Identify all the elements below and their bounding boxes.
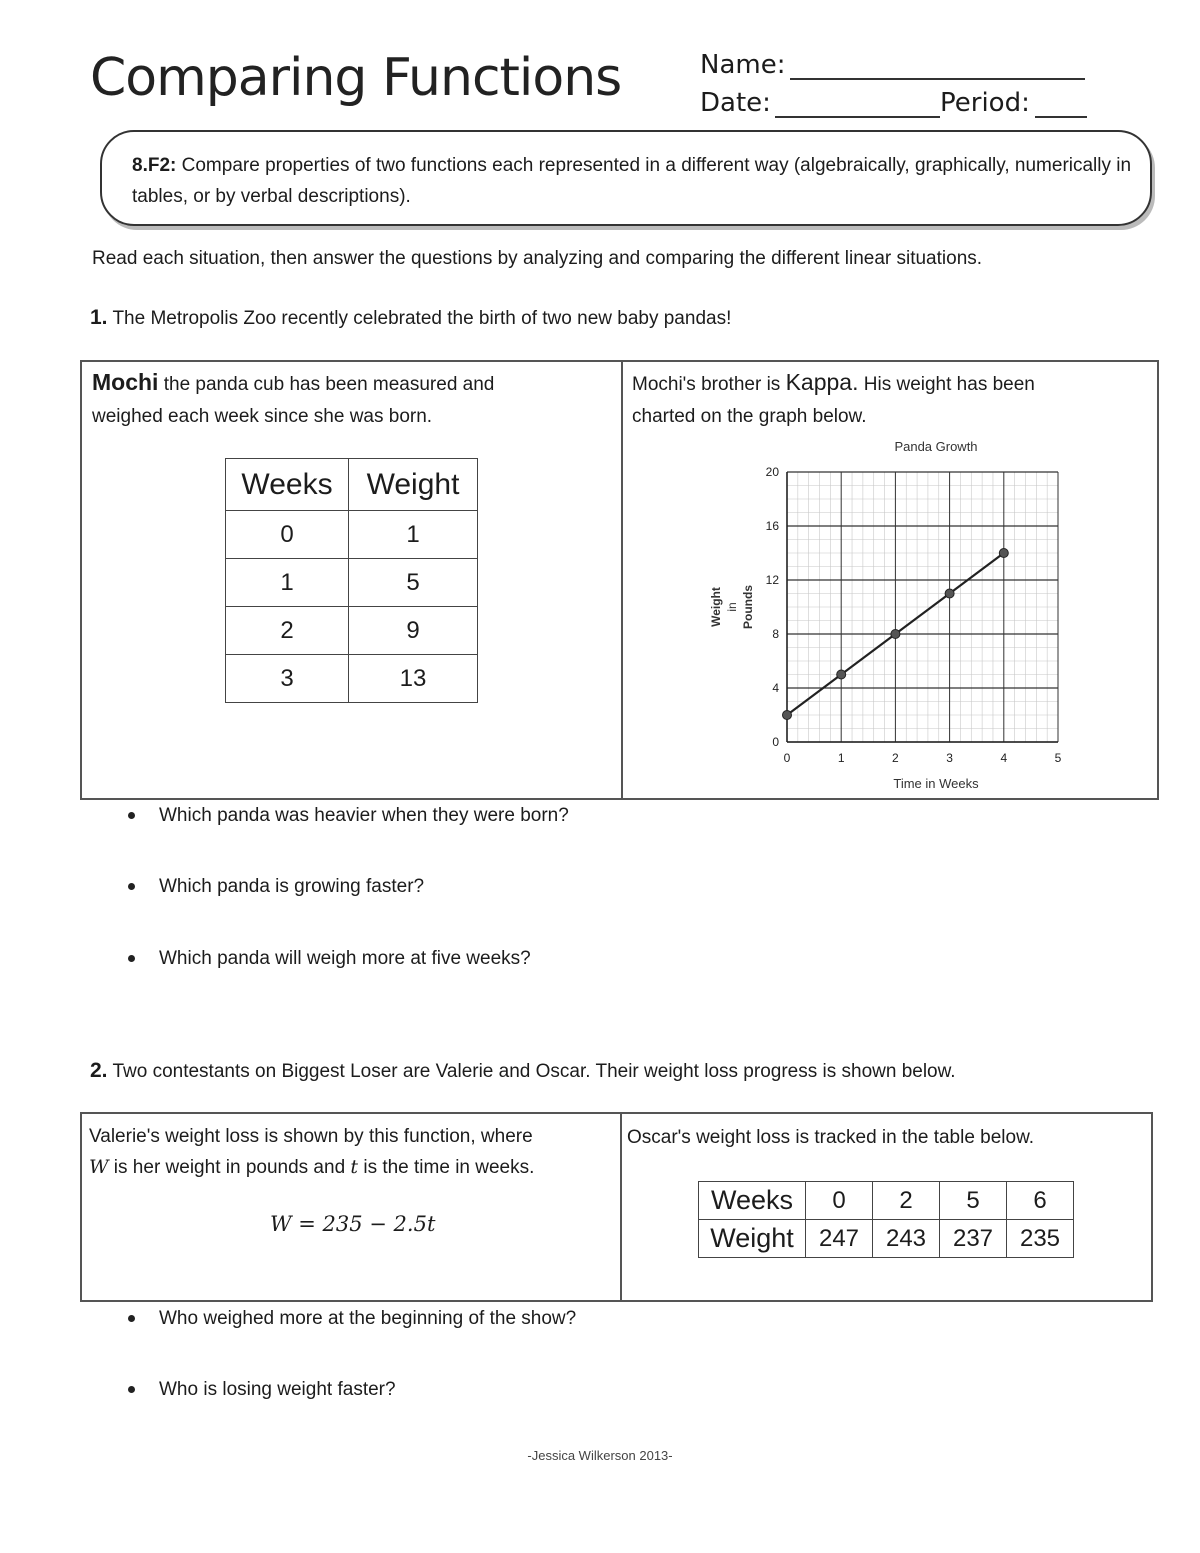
variable-t: t	[350, 1156, 359, 1178]
question-2-number: 2.	[90, 1059, 108, 1082]
y-axis-label-line: in	[725, 602, 739, 612]
mochi-cell: 13	[349, 655, 478, 703]
valerie-equation: W = 235 − 2.5t	[270, 1212, 436, 1236]
bullet-icon	[128, 1386, 135, 1393]
oscar-cell: 0	[806, 1182, 873, 1220]
kappa-name: Kappa.	[785, 369, 859, 395]
kappa-text-c: charted on the graph below.	[632, 406, 867, 427]
date-label: Date:	[700, 88, 771, 118]
valerie-text-a: Valerie's weight loss is shown by this function, where	[89, 1126, 533, 1147]
oscar-description: Oscar's weight loss is tracked in the table below.	[627, 1127, 1035, 1148]
kappa-text-b: His weight has been	[858, 374, 1035, 395]
question-2b	[128, 1379, 396, 1401]
bullet-icon	[128, 1315, 135, 1322]
variable-w: W	[89, 1156, 109, 1178]
y-tick-label: 12	[765, 573, 779, 587]
question-2b-text: Who is losing weight faster?	[159, 1379, 396, 1400]
mochi-text-b: weighed each week since she was born.	[92, 406, 433, 427]
mochi-table	[225, 458, 478, 703]
oscar-cell: 247	[806, 1220, 873, 1258]
oscar-cell: 2	[873, 1182, 940, 1220]
question-1c	[128, 948, 531, 970]
chart-title: Panda Growth	[894, 439, 978, 454]
y-tick-label: 20	[765, 465, 779, 479]
valerie-text-b: is her weight in pounds and	[108, 1157, 351, 1178]
oscar-cell: 237	[940, 1220, 1007, 1258]
chart-ticks	[766, 465, 1062, 765]
mochi-cell: 3	[226, 655, 349, 703]
mochi-cell: 0	[226, 511, 349, 559]
mochi-cell: 1	[226, 559, 349, 607]
kappa-description	[632, 366, 1152, 433]
data-point	[891, 630, 900, 639]
y-axis-label	[709, 585, 755, 629]
bullet-icon	[128, 883, 135, 890]
page-title: Comparing Functions	[90, 48, 622, 108]
bullet-icon	[128, 812, 135, 819]
mochi-description	[92, 366, 612, 433]
x-tick-label: 0	[783, 751, 791, 765]
x-tick-label: 1	[837, 751, 845, 765]
oscar-cell: 6	[1007, 1182, 1074, 1220]
standard-statement	[132, 150, 1132, 212]
question-1a	[128, 805, 569, 827]
y-axis-label-line: Weight	[709, 587, 723, 627]
x-tick-label: 2	[892, 751, 899, 765]
x-tick-label: 4	[1000, 751, 1008, 765]
oscar-cell: 235	[1007, 1220, 1074, 1258]
question-1c-text: Which panda will weigh more at five weeks?	[159, 948, 531, 969]
x-tick-label: 3	[946, 751, 953, 765]
y-tick-label: 8	[772, 627, 779, 641]
panda-growth-chart	[700, 432, 1090, 798]
y-tick-label: 4	[772, 681, 779, 695]
data-point	[999, 549, 1008, 558]
data-point	[837, 670, 846, 679]
mochi-cell: 2	[226, 607, 349, 655]
valerie-text-c: is the time in weeks.	[358, 1157, 535, 1178]
y-tick-label: 0	[772, 735, 779, 749]
standard-code: 8.F2:	[132, 155, 177, 176]
question-2-heading	[90, 1059, 956, 1083]
x-axis-label: Time in Weeks	[893, 776, 979, 791]
kappa-text-a: Mochi's brother is	[632, 374, 786, 395]
footer-credit: -Jessica Wilkerson 2013-	[527, 1448, 673, 1463]
mochi-header-weight: Weight	[349, 459, 478, 511]
standard-description: Compare properties of two functions each represented in a different way (algebraically, graphically, numerically in tables, or by verbal descriptions).	[132, 155, 1132, 207]
period-field-line[interactable]	[1035, 116, 1087, 118]
name-label: Name:	[700, 50, 786, 80]
oscar-table	[698, 1181, 1074, 1258]
period-label: Period:	[940, 88, 1030, 118]
mochi-header-weeks: Weeks	[226, 459, 349, 511]
mochi-text-a: the panda cub has been measured and	[158, 374, 495, 395]
y-tick-label: 16	[765, 519, 779, 533]
mochi-cell: 5	[349, 559, 478, 607]
instructions: Read each situation, then answer the questions by analyzing and comparing the different linear situations.	[92, 248, 983, 269]
question-1-number: 1.	[90, 306, 108, 329]
question-1b	[128, 876, 424, 898]
date-field-line[interactable]	[775, 116, 940, 118]
question-2-prompt: Two contestants on Biggest Loser are Valerie and Oscar. Their weight loss progress is shown below.	[112, 1061, 956, 1082]
mochi-cell: 9	[349, 607, 478, 655]
chart-grid	[787, 472, 1058, 742]
question-2a-text: Who weighed more at the beginning of the show?	[159, 1308, 577, 1329]
x-tick-label: 5	[1054, 751, 1062, 765]
data-point	[945, 589, 954, 598]
bullet-icon	[128, 955, 135, 962]
question-1-prompt: The Metropolis Zoo recently celebrated the birth of two new baby pandas!	[112, 308, 732, 329]
oscar-cell: 243	[873, 1220, 940, 1258]
question-1a-text: Which panda was heavier when they were born?	[159, 805, 569, 826]
y-axis-label-line: Pounds	[741, 585, 755, 629]
oscar-cell: 5	[940, 1182, 1007, 1220]
mochi-cell: 1	[349, 511, 478, 559]
oscar-row-label-weeks: Weeks	[699, 1182, 806, 1220]
data-point	[783, 711, 792, 720]
question-2a	[128, 1308, 576, 1330]
question-1b-text: Which panda is growing faster?	[159, 876, 425, 897]
oscar-row-label-weight: Weight	[699, 1220, 806, 1258]
valerie-description	[89, 1122, 614, 1183]
question-1-heading	[90, 306, 731, 330]
mochi-name: Mochi	[92, 369, 159, 395]
name-field-line[interactable]	[790, 78, 1085, 80]
